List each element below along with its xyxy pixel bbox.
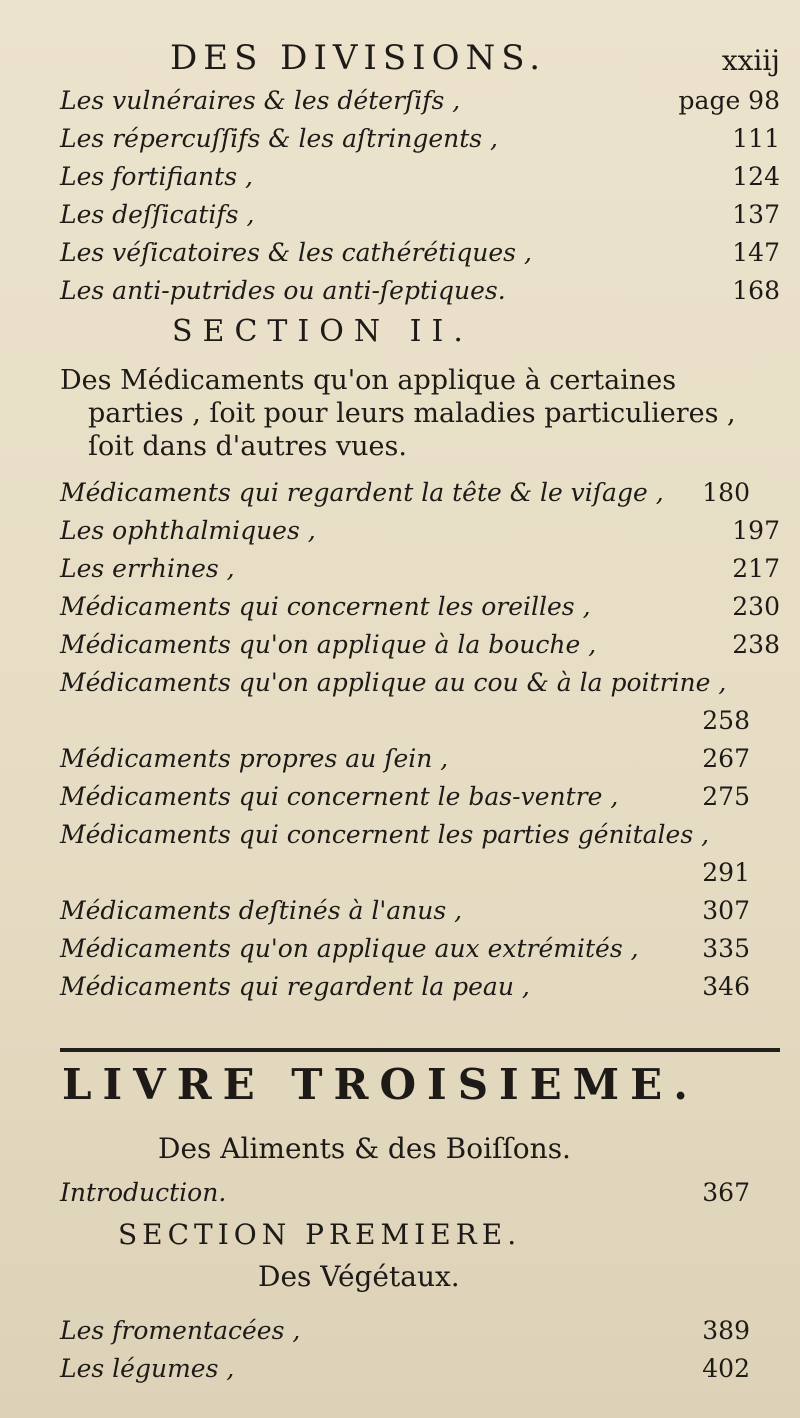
toc-entry-page: 147 [732,238,780,267]
toc-entry [60,592,780,630]
toc-entry-page: 230 [732,592,780,621]
running-header [170,38,780,84]
toc-entry-page: 238 [732,630,780,659]
toc-entry [60,1316,780,1354]
toc-entry [60,516,780,554]
toc-entry-page: 346 [702,972,750,1001]
divider-rule [60,1048,780,1052]
toc-entry-label: Les anti-putrides ou anti-ſeptiques. [60,276,506,305]
toc-entry-label: Médicaments qui regardent la peau , [60,972,530,1001]
toc-entry [60,630,780,668]
toc-entry-label: Les légumes , [60,1354,235,1383]
toc-entry [60,162,780,200]
toc-entry-page: 275 [702,782,750,811]
toc-entry-label: Médicaments qui regardent la tête & le viſage , [60,478,664,507]
toc-entry-page: 124 [732,162,780,191]
toc-entry-label: Médicaments qu'on applique au cou & à la poitrine , [60,668,727,697]
toc-entry-page: 217 [732,554,780,583]
toc-entry [60,744,780,782]
description-line: ſoit dans d'autres vues. [88,431,407,462]
toc-entry [60,782,780,820]
toc-entry [60,124,780,162]
toc-entry-page: 335 [702,934,750,963]
toc-entry-label: Les véſicatoires & les cathérétiques , [60,238,532,267]
section-heading: SECTION PREMIERE. [118,1218,522,1251]
toc-entry-label: Médicaments qui concernent les parties génitales , [60,820,710,849]
toc-entry [60,200,780,238]
toc-entry [60,554,780,592]
toc-entry-page: 180 [702,478,750,507]
toc-entry-page: 291 [702,858,750,887]
toc-entry-label: Les errhines , [60,554,235,583]
toc-entry-page: 137 [732,200,780,229]
toc-entry [60,478,780,516]
toc-entry-label: Médicaments qui concernent le bas-ventre , [60,782,619,811]
toc-entry-page: page 98 [678,86,780,115]
toc-entry-page: 111 [732,124,780,153]
toc-entry-label: Les deſſicatifs , [60,200,255,229]
toc-entry-page: 197 [732,516,780,545]
toc-entry-label: Médicaments qu'on applique aux extrémités , [60,934,639,963]
toc-entry-label: Les fortifiants , [60,162,253,191]
toc-entry-page: 307 [702,896,750,925]
toc-entry-page: 389 [702,1316,750,1345]
book-title: LIVRE TROISIEME. [62,1060,699,1109]
section-description [60,364,780,463]
toc-entry-label: Médicaments qui concernent les oreilles , [60,592,591,621]
toc-entry [60,820,780,894]
toc-entry-page: 258 [702,706,750,735]
toc-entry [60,1354,780,1392]
toc-entry [60,1178,780,1216]
header-page-number: xxiij [721,44,780,77]
toc-entry-label: Introduction. [60,1178,227,1207]
toc-entry-page: 168 [732,276,780,305]
toc-entry-page: 267 [702,744,750,773]
toc-entry-label: Les vulnéraires & les déterſifs , [60,86,461,115]
toc-entry-page: 402 [702,1354,750,1383]
toc-entry [60,896,780,934]
toc-entry-label: Les répercuſſifs & les aſtringents , [60,124,498,153]
toc-entry [60,238,780,276]
book-subtitle: Des Aliments & des Boiſſons. [158,1132,571,1165]
toc-entry [60,668,780,742]
toc-entry-label: Les fromentacées , [60,1316,301,1345]
description-line: parties , ſoit pour leurs maladies particulieres , [88,398,736,429]
toc-entry-label: Médicaments qu'on applique à la bouche , [60,630,597,659]
toc-entry [60,86,780,124]
section-heading: SECTION II. [172,314,473,349]
toc-entry-label: Les ophthalmiques , [60,516,316,545]
toc-entry-page: 367 [702,1178,750,1207]
toc-entry-label: Médicaments deſtinés à l'anus , [60,896,463,925]
description-line: Des Médicaments qu'on applique à certaines [60,365,677,396]
toc-entry [60,972,780,1010]
toc-entry [60,276,780,314]
section-subtitle: Des Végétaux. [258,1260,460,1293]
toc-entry-label: Médicaments propres au ſein , [60,744,449,773]
header-title: DES DIVISIONS. [170,38,547,78]
toc-entry [60,934,780,972]
